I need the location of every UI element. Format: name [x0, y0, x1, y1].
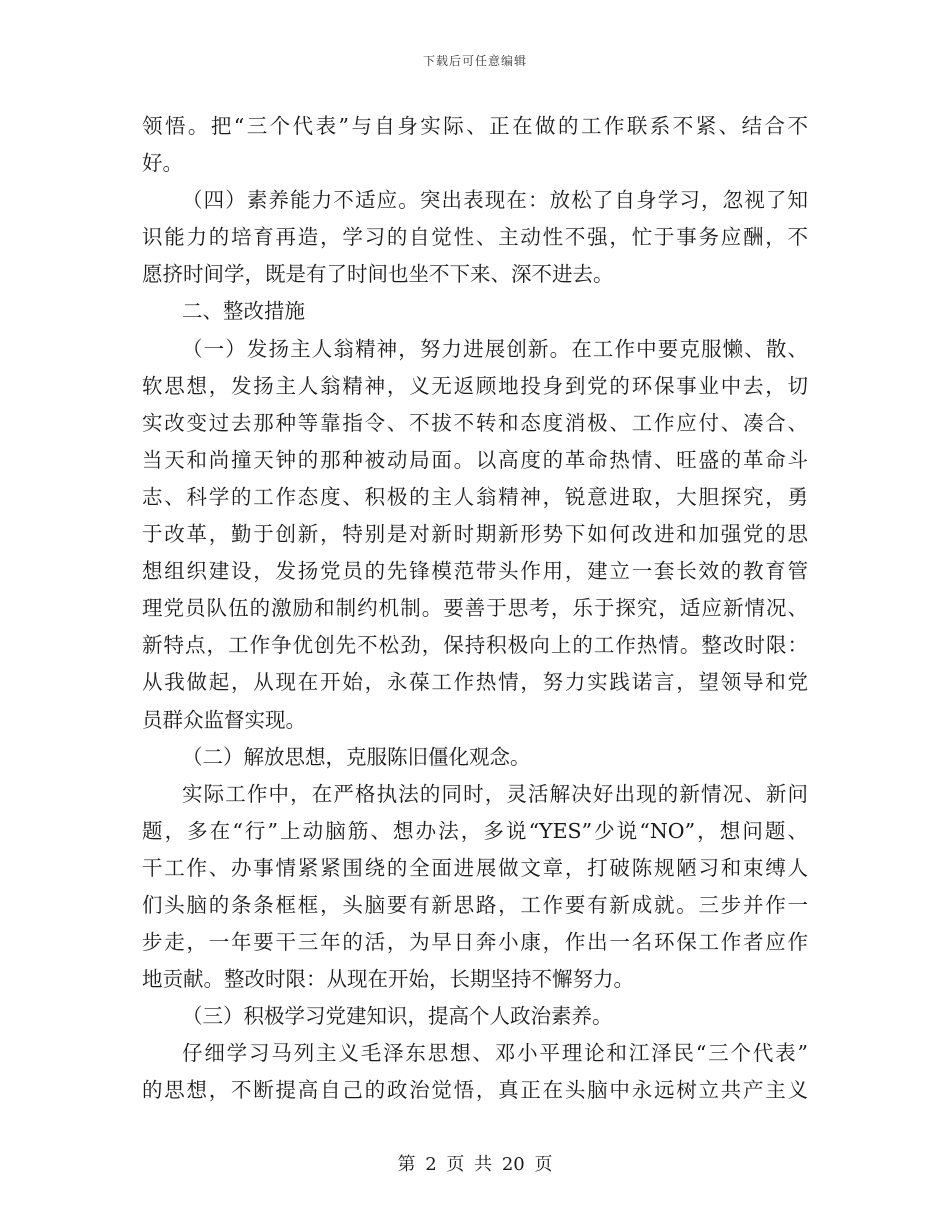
text-line: （四）素养能力不适应。突出表现在：放松了自身学习，忽视了知	[182, 188, 808, 213]
text-line: 理党员队伍的激励和制约机制。要善于思考，乐于探究，适应新情况、	[142, 596, 808, 621]
text-line: 实改变过去那种等靠指令、不拔不转和态度消极、工作应付、凑合、	[142, 410, 808, 435]
text-line: 于改革，勤于创新，特别是对新时期新形势下如何改进和加强党的思	[142, 522, 808, 547]
text-line: 好。	[142, 151, 183, 176]
text-line: 实际工作中，在严格执法的同时，灵活解决好出现的新情况、新问	[182, 781, 808, 806]
text-line: 软思想，发扬主人翁精神，义无返顾地投身到党的环保事业中去，切	[142, 373, 808, 398]
text-line: 从我做起，从现在开始，永葆工作热情，努力实践诺言，望领导和党	[142, 670, 808, 695]
text-line: 新特点，工作争优创先不松劲，保持积极向上的工作热情。整改时限：	[142, 633, 808, 658]
text-line: 愿挤时间学，既是有了时间也坐不下来、深不进去。	[142, 262, 614, 287]
text-line: （一）发扬主人翁精神，努力进展创新。在工作中要克服懒、散、	[182, 336, 808, 361]
text-line: 想组织建设，发扬党员的先锋模范带头作用，建立一套长效的教育管	[142, 559, 808, 584]
text-line: 员群众监督实现。	[142, 707, 306, 732]
text-line: 仔细学习马列主义毛泽东思想、邓小平理论和江泽民“三个代表”	[182, 1041, 808, 1066]
text-line: 干工作、办事情紧紧围绕的全面进展做文章，打破陈规陋习和束缚人	[142, 855, 808, 880]
text-line: 识能力的培育再造，学习的自觉性、主动性不强，忙于事务应酬，不	[142, 225, 808, 250]
text-line: 领悟。把“三个代表”与自身实际、正在做的工作联系不紧、结合不	[142, 114, 808, 138]
text-line: 们头脑的条条框框，头脑要有新思路，工作要有新成就。三步并作一	[142, 892, 808, 917]
text-line: 步走，一年要干三年的活，为早日奔小康，作出一名环保工作者应作	[142, 930, 808, 955]
text-line: 志、科学的工作态度、积极的主人翁精神，锐意进取，大胆探究，勇	[142, 484, 808, 509]
text-line: 的思想，不断提高自己的政治觉悟，真正在头脑中永远树立共产主义	[142, 1078, 808, 1103]
text-line: 当天和尚撞天钟的那种被动局面。以高度的革命热情、旺盛的革命斗	[142, 447, 808, 472]
text-line: （三）积极学习党建知识，提高个人政治素养。	[182, 1004, 613, 1029]
page-number: 第 2 页 共 20 页	[397, 1154, 553, 1175]
text-line: 二、整改措施	[182, 299, 305, 324]
document-body	[142, 108, 808, 1110]
text-line: （二）解放思想，克服陈旧僵化观念。	[182, 744, 531, 769]
text-line: 地贡献。整改时限：从现在开始，长期坚持不懈努力。	[142, 967, 634, 992]
text-line: 题，多在“行”上动脑筋、想办法，多说“YES”少说“NO”，想问题、	[142, 818, 808, 843]
page-header: 下载后可任意编辑	[422, 54, 527, 68]
